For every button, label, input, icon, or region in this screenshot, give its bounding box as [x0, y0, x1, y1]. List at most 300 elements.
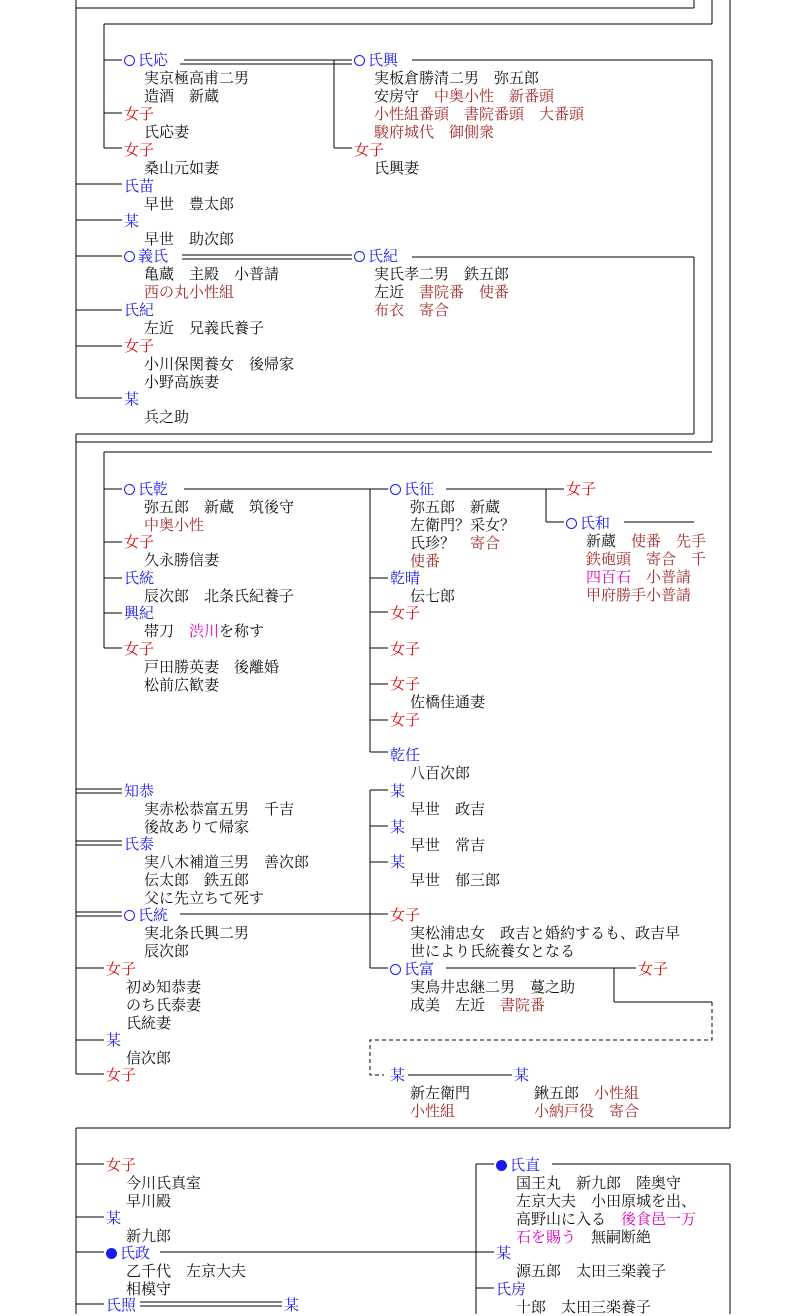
person-detail-line: [566, 550, 706, 568]
person-label: 氏統: [124, 569, 155, 587]
detail-text: 左衛門？采女？: [410, 516, 516, 534]
person-name: [496, 1244, 666, 1262]
person-joshi14: [106, 960, 201, 1032]
person-name: [496, 1156, 696, 1174]
person-label: 氏房: [496, 1280, 527, 1298]
person-okinori: [124, 604, 264, 640]
person-detail-line: [496, 1192, 696, 1210]
detail-text: 早川殿: [126, 1192, 172, 1210]
person-label: 氏紀: [124, 301, 155, 319]
person-name: [124, 301, 264, 319]
person-name: [106, 1209, 171, 1227]
detail-text: 新蔵: [586, 532, 632, 550]
person-detail-line: [390, 1084, 470, 1102]
person-label: 女子: [124, 533, 155, 551]
person-ujiteru: [106, 1296, 136, 1314]
person-label: 氏征: [404, 480, 435, 498]
person-label: 氏乾: [138, 480, 169, 498]
person-label: 某: [390, 853, 406, 871]
person-joshi2: [124, 141, 219, 177]
open-circle-icon: [354, 55, 365, 66]
person-name: [124, 480, 294, 498]
person-detail-line: [496, 1262, 666, 1280]
detail-text: 十郎 太田三楽養子: [516, 1298, 652, 1316]
person-name: [390, 640, 420, 658]
person-joshi10: [390, 675, 485, 711]
detail-text: 実八木補道三男 善次郎: [144, 853, 310, 871]
person-label: 氏統: [138, 906, 169, 924]
detail-text: 新九郎: [126, 1227, 172, 1245]
person-name: [354, 51, 584, 69]
person-detail-line: [566, 586, 706, 604]
detail-text: 成美 左近: [410, 996, 501, 1014]
person-detail-line: [124, 355, 294, 373]
detail-text: 弥五郎 新蔵 筑後守: [144, 498, 295, 516]
person-joshi3: [354, 141, 419, 177]
person-name: [106, 1296, 136, 1314]
person-joshi12: [390, 906, 680, 960]
person-name: [124, 337, 294, 355]
person-detail-line: [566, 532, 706, 550]
person-detail-line: [124, 622, 264, 640]
person-detail-line: [124, 516, 294, 534]
person-name: [390, 853, 500, 871]
person-label: 乾任: [390, 746, 421, 764]
detail-text: 中奥小性: [144, 516, 205, 534]
person-name: [124, 177, 234, 195]
detail-text: 早世 常吉: [410, 836, 486, 854]
person-label: 氏苗: [124, 177, 155, 195]
detail-text: 左近: [374, 283, 420, 301]
detail-text: 乙千代 左京大夫: [126, 1262, 247, 1280]
person-joshi15: [106, 1066, 136, 1084]
person-name: [390, 746, 470, 764]
detail-text: 辰次郎: [144, 942, 190, 960]
person-ujimasa2: [106, 1244, 246, 1298]
detail-text: 氏統妻: [126, 1014, 172, 1032]
person-detail-line: [106, 1174, 201, 1192]
person-label: 女子: [390, 604, 421, 622]
detail-text: 実氏孝二男 鉄五郎: [374, 265, 510, 283]
person-name: [390, 604, 420, 622]
person-joshi5: [566, 480, 596, 498]
person-name: [124, 141, 219, 159]
person-label: 氏興: [368, 51, 399, 69]
person-label: 女子: [124, 640, 155, 658]
person-detail-line: [106, 996, 201, 1014]
detail-text: 小性組: [594, 1084, 640, 1102]
person-label: 女子: [124, 141, 155, 159]
person-label: 女子: [106, 960, 137, 978]
person-detail-line: [124, 408, 189, 426]
person-detail-line: [354, 105, 584, 123]
open-circle-icon: [124, 484, 135, 495]
person-tomoyasu: [124, 782, 294, 836]
person-name: [124, 835, 309, 853]
person-ujimune2: [124, 906, 249, 960]
person-name: [124, 212, 234, 230]
person-detail-line: [124, 265, 279, 283]
person-label: 女子: [354, 141, 385, 159]
detail-text: 渋川: [189, 622, 220, 640]
person-ujitomi: [390, 960, 575, 1014]
person-detail-line: [124, 871, 309, 889]
person-detail-line: [106, 1049, 171, 1067]
person-name: [124, 390, 189, 408]
detail-text: 小納戸役 寄合: [534, 1102, 640, 1120]
person-name: [284, 1296, 299, 1314]
person-label: 女子: [390, 711, 421, 729]
person-detail-line: [124, 924, 249, 942]
detail-text: 信次郎: [126, 1049, 172, 1067]
person-ujifusa: [496, 1280, 651, 1316]
person-detail-line: [390, 978, 575, 996]
person-detail-line: [390, 498, 515, 516]
person-joshi6: [124, 533, 219, 569]
open-circle-icon: [390, 484, 401, 495]
open-circle-icon: [390, 964, 401, 975]
person-detail-line: [124, 889, 309, 907]
person-detail-line: [124, 123, 189, 141]
person-yoshiuji: [124, 247, 279, 301]
detail-text: 小普請: [631, 568, 692, 586]
person-kenharu: [390, 569, 455, 605]
detail-text: 早世 豊太郎: [144, 195, 235, 213]
open-circle-icon: [124, 55, 135, 66]
person-detail-line: [124, 373, 294, 391]
detail-text: 父に先立ちて死す: [144, 889, 264, 907]
person-label: 某: [106, 1031, 122, 1049]
person-detail-line: [124, 658, 279, 676]
detail-text: 相模守: [126, 1280, 172, 1298]
person-label: 興紀: [124, 604, 155, 622]
person-detail-line: [124, 159, 219, 177]
detail-text: 寄合: [470, 534, 501, 552]
detail-text: 実松浦忠女 政吉と婚約するも、政吉早: [410, 924, 681, 942]
person-detail-line: [124, 551, 219, 569]
detail-text: 実板倉勝清二男 弥五郎: [374, 69, 540, 87]
detail-text: 小野高族妻: [144, 373, 220, 391]
person-detail-line: [496, 1210, 696, 1228]
person-detail-line: [354, 159, 419, 177]
person-name: [390, 569, 455, 587]
detail-text: 後故ありて帰家: [144, 818, 250, 836]
person-detail-line: [124, 69, 249, 87]
detail-text: 早世 郁三郎: [410, 871, 501, 889]
open-circle-icon: [124, 251, 135, 262]
person-name: [124, 906, 249, 924]
person-joshi13: [638, 960, 668, 978]
person-label: 女子: [390, 640, 421, 658]
person-detail-line: [496, 1174, 696, 1192]
person-bo3: [390, 782, 485, 818]
person-label: 女子: [124, 337, 155, 355]
person-ujimasa: [390, 480, 515, 570]
detail-text: 小性組: [410, 1102, 456, 1120]
person-label: 女子: [638, 960, 669, 978]
detail-text: 使番: [410, 552, 441, 570]
detail-text: 実鳥井忠継二男 蔓之助: [410, 978, 576, 996]
detail-text: 早世 政吉: [410, 800, 486, 818]
person-label: 女子: [390, 675, 421, 693]
person-label: 某: [390, 782, 406, 800]
person-name: [106, 1244, 246, 1262]
detail-text: 辰次郎 北条氏紀養子: [144, 587, 295, 605]
detail-text: 無嗣断絶: [576, 1228, 652, 1246]
filled-circle-icon: [106, 1248, 117, 1259]
person-ujikazu: [566, 514, 706, 604]
person-label: 氏照: [106, 1296, 137, 1314]
person-detail-line: [124, 818, 294, 836]
person-label: 某: [390, 818, 406, 836]
detail-text: 氏興妻: [374, 159, 420, 177]
detail-text: 久永勝信妻: [144, 551, 220, 569]
open-circle-icon: [354, 251, 365, 262]
person-name: [390, 675, 485, 693]
person-name: [106, 1031, 171, 1049]
person-joshi4: [124, 337, 294, 391]
person-detail-line: [354, 69, 584, 87]
person-joshi9: [390, 640, 420, 658]
person-name: [106, 960, 201, 978]
person-ujimune: [124, 569, 294, 605]
detail-text: 世により氏統養女となる: [410, 942, 576, 960]
person-bo5: [390, 853, 500, 889]
person-bo1: [124, 212, 234, 248]
person-label: 某: [284, 1296, 300, 1314]
person-joshi7: [124, 640, 279, 694]
detail-text: 書院番: [500, 996, 546, 1014]
detail-text: 帯刀: [144, 622, 190, 640]
person-detail-line: [124, 195, 234, 213]
person-detail-line: [124, 587, 294, 605]
person-detail-line: [354, 283, 509, 301]
detail-text: 実北条氏興二男: [144, 924, 250, 942]
detail-text: 小性組番頭 書院番頭 大番頭: [374, 105, 585, 123]
person-ujinae: [124, 177, 234, 213]
detail-text: 桑山元如妻: [144, 159, 220, 177]
detail-text: 鍬五郎: [534, 1084, 595, 1102]
person-name: [390, 906, 680, 924]
person-detail-line: [124, 319, 264, 337]
detail-text: 左近 兄義氏養子: [144, 319, 265, 337]
detail-text: 実京極高甫二男: [144, 69, 250, 87]
person-label: 女子: [566, 480, 597, 498]
open-circle-icon: [124, 910, 135, 921]
person-name: [390, 818, 485, 836]
person-detail-line: [124, 942, 249, 960]
person-detail-line: [354, 301, 509, 319]
person-detail-line: [124, 230, 234, 248]
person-detail-line: [390, 693, 485, 711]
person-name: [124, 247, 279, 265]
person-label: 女子: [106, 1156, 137, 1174]
person-name: [124, 569, 294, 587]
person-detail-line: [514, 1084, 639, 1102]
person-label: 氏応: [138, 51, 169, 69]
person-ujiyasu: [124, 835, 309, 907]
person-detail-line: [124, 283, 279, 301]
person-detail-line: [106, 1227, 171, 1245]
detail-text: のち氏泰妻: [126, 996, 202, 1014]
person-name: [124, 51, 249, 69]
person-detail-line: [390, 836, 485, 854]
person-ujioki: [354, 51, 584, 141]
detail-text: 石を賜う: [516, 1228, 577, 1246]
person-detail-line: [124, 87, 249, 105]
person-detail-line: [354, 87, 584, 105]
person-detail-line: [390, 764, 470, 782]
detail-text: 今川氏真室: [126, 1174, 202, 1192]
detail-text: 佐橋佳通妻: [410, 693, 486, 711]
person-name: [638, 960, 668, 978]
person-detail-line: [390, 552, 515, 570]
person-name: [124, 533, 219, 551]
detail-text: 西の丸小性組: [144, 283, 235, 301]
person-detail-line: [390, 800, 485, 818]
person-detail-line: [354, 265, 509, 283]
detail-text: 伝七郎: [410, 587, 456, 605]
person-detail-line: [124, 800, 294, 818]
person-label: 氏和: [580, 514, 611, 532]
person-label: 義氏: [138, 247, 169, 265]
detail-text: 書院番 使番: [419, 283, 510, 301]
person-detail-line: [124, 853, 309, 871]
person-ujinori3: [124, 480, 294, 534]
person-name: [354, 141, 419, 159]
person-bo6: [106, 1031, 171, 1067]
detail-text: 初め知恭妻: [126, 978, 202, 996]
detail-text: 氏珍？: [410, 534, 471, 552]
person-bo2: [124, 390, 189, 426]
detail-text: 戸田勝英妻 後離婚: [144, 658, 280, 676]
person-label: 氏泰: [124, 835, 155, 853]
person-joshi1: [124, 105, 189, 141]
detail-text: 小川保関養女 後帰家: [144, 355, 295, 373]
detail-text: 四百石: [586, 568, 632, 586]
detail-text: 使番 先手: [631, 532, 707, 550]
person-bo9: [106, 1209, 171, 1245]
detail-text: 国王丸 新九郎 陸奥守: [516, 1174, 682, 1192]
person-name: [390, 782, 485, 800]
detail-text: 源五郎 太田三楽義子: [516, 1262, 667, 1280]
person-label: 氏政: [120, 1244, 151, 1262]
person-detail-line: [390, 871, 500, 889]
filled-circle-icon: [496, 1160, 507, 1171]
person-joshi8: [390, 604, 420, 622]
person-ujinori1: [354, 247, 509, 319]
person-name: [106, 1156, 201, 1174]
person-detail-line: [514, 1102, 639, 1120]
person-label: 女子: [390, 906, 421, 924]
person-detail-line: [390, 587, 455, 605]
person-name: [390, 1066, 470, 1084]
person-bo11: [284, 1296, 299, 1314]
detail-text: 実赤松恭富五男 千吉: [144, 800, 295, 818]
detail-text: を称す: [219, 622, 265, 640]
detail-text: 高野山に入る: [516, 1210, 622, 1228]
detail-text: 後食邑一万: [621, 1210, 697, 1228]
person-name: [124, 782, 294, 800]
detail-text: 早世 助次郎: [144, 230, 235, 248]
person-detail-line: [106, 978, 201, 996]
person-detail-line: [390, 996, 575, 1014]
detail-text: 安房守: [374, 87, 435, 105]
person-label: 某: [514, 1066, 530, 1084]
person-label: 某: [390, 1066, 406, 1084]
person-detail-line: [390, 534, 515, 552]
person-label: 乾晴: [390, 569, 421, 587]
person-bo4: [390, 818, 485, 854]
person-detail-line: [106, 1014, 201, 1032]
person-name: [124, 604, 264, 622]
person-name: [566, 514, 706, 532]
person-detail-line: [390, 942, 680, 960]
detail-text: 新左衛門: [410, 1084, 471, 1102]
detail-text: 甲府勝手小普請: [586, 586, 692, 604]
person-name: [106, 1066, 136, 1084]
person-ujinobu: [124, 51, 249, 105]
person-ujinao: [496, 1156, 696, 1246]
person-detail-line: [496, 1298, 651, 1316]
person-kennin: [390, 746, 470, 782]
person-detail-line: [354, 123, 584, 141]
detail-text: 伝太郎 鉄五郎: [144, 871, 250, 889]
person-name: [390, 711, 420, 729]
person-bo10: [496, 1244, 666, 1280]
person-detail-line: [124, 498, 294, 516]
person-label: 女子: [106, 1066, 137, 1084]
person-detail-line: [106, 1192, 201, 1210]
person-name: [390, 480, 515, 498]
person-detail-line: [106, 1262, 246, 1280]
person-detail-line: [566, 568, 706, 586]
person-joshi16: [106, 1156, 201, 1210]
person-label: 某: [496, 1244, 512, 1262]
person-label: 氏紀: [368, 247, 399, 265]
open-circle-icon: [566, 518, 577, 529]
person-name: [124, 640, 279, 658]
person-name: [496, 1280, 651, 1298]
detail-text: 駿府城代 御側衆: [374, 123, 495, 141]
person-detail-line: [390, 1102, 470, 1120]
detail-text: 八百次郎: [410, 764, 471, 782]
person-label: 知恭: [124, 782, 155, 800]
detail-text: 松前広歓妻: [144, 676, 220, 694]
person-detail-line: [124, 676, 279, 694]
person-name: [124, 105, 189, 123]
detail-text: 造酒 新蔵: [144, 87, 220, 105]
detail-text: 左京大夫 小田原城を出、: [516, 1192, 697, 1210]
person-label: 某: [124, 390, 140, 408]
detail-text: 亀蔵 主殿 小普請: [144, 265, 280, 283]
person-detail-line: [390, 516, 515, 534]
person-bo8: [514, 1066, 639, 1120]
person-joshi11: [390, 711, 420, 729]
person-name: [354, 247, 509, 265]
person-name: [390, 960, 575, 978]
person-name: [566, 480, 596, 498]
person-bo7: [390, 1066, 470, 1120]
person-label: 女子: [124, 105, 155, 123]
person-detail-line: [390, 924, 680, 942]
person-label: 某: [124, 212, 140, 230]
person-label: 氏直: [510, 1156, 541, 1174]
person-label: 某: [106, 1209, 122, 1227]
detail-text: 弥五郎 新蔵: [410, 498, 501, 516]
person-ujinori2: [124, 301, 264, 337]
detail-text: 氏応妻: [144, 123, 190, 141]
